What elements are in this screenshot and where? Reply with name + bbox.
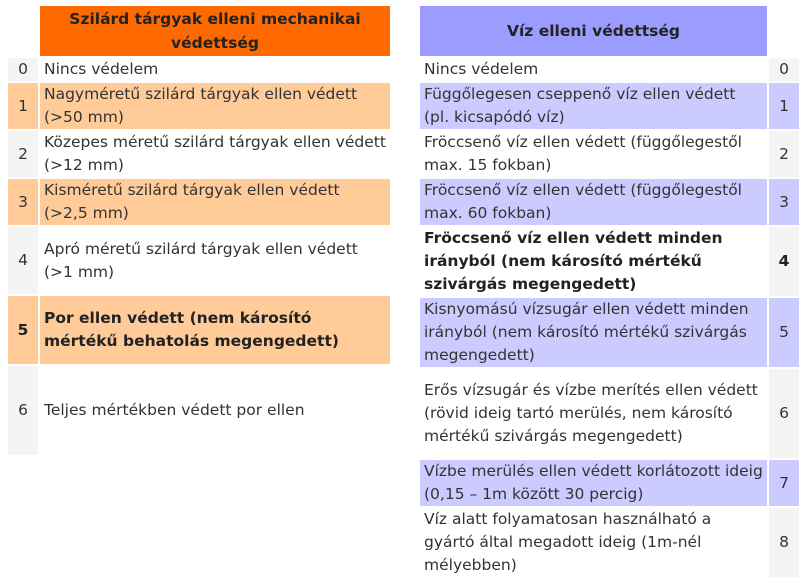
row-number: 6 [769,369,799,458]
row-text: Nincs védelem [40,58,390,81]
table-row [8,131,390,177]
row-number: 4 [8,227,38,294]
table-header-row [8,6,390,56]
row-number: 1 [769,83,799,129]
row-text: Függőlegesen cseppenő víz ellen védett (pl. kicsapódó víz) [420,83,767,129]
table-row [420,508,799,577]
row-text: Fröccsenő víz ellen védett (függőlegestől max. 60 fokban) [420,179,767,225]
table-row [420,369,799,458]
table-row [420,131,799,177]
row-text: Vízbe merülés ellen védett korlátozott ideig (0,15 – 1m között 30 percig) [420,460,767,506]
row-text: Apró méretű szilárd tárgyak ellen védett (>1 mm) [40,227,390,294]
table-row [420,298,799,367]
row-number: 8 [769,508,799,577]
row-number: 1 [8,83,38,129]
row-text: Víz alatt folyamatosan használható a gyártó által megadott ideig (1m-nél mélyebben) [420,508,767,577]
table-header-row [420,6,799,56]
row-number: 2 [769,131,799,177]
row-number: 0 [769,58,799,81]
water-protection-table [420,4,799,579]
row-number: 2 [8,131,38,177]
row-text: Kisméretű szilárd tárgyak ellen védett (>2,5 mm) [40,179,390,225]
row-number: 5 [8,296,38,364]
table-row [8,366,390,455]
row-number: 6 [8,366,38,455]
table-row [8,179,390,225]
row-text: Erős vízsugár és vízbe merítés ellen védett (rövid ideig tartó merülés, nem károsító mértékű szivárgás megengedett) [420,369,767,458]
solid-protection-table [8,4,390,457]
row-number: 0 [8,58,38,81]
row-number: 4 [769,227,799,296]
table-row [420,83,799,129]
row-text: Teljes mértékben védett por ellen [40,366,390,455]
row-number: 5 [769,298,799,367]
table-row [420,179,799,225]
row-number: 7 [769,460,799,506]
solid-header: Szilárd tárgyak elleni mechanikai védettség [40,6,390,56]
table-row [420,58,799,81]
row-text: Kisnyomású vízsugár ellen védett minden irányból (nem károsító mértékű szivárgás megengedett) [420,298,767,367]
row-number: 3 [769,179,799,225]
row-text: Nagyméretű szilárd tárgyak ellen védett (>50 mm) [40,83,390,129]
table-row [420,460,799,506]
table-row [8,227,390,294]
row-text: Nincs védelem [420,58,767,81]
table-row [8,83,390,129]
row-text: Por ellen védett (nem károsító mértékű behatolás megengedett) [40,296,390,364]
water-header: Víz elleni védettség [420,6,767,56]
row-text: Közepes méretű szilárd tárgyak ellen védett (>12 mm) [40,131,390,177]
table-row [420,227,799,296]
row-number: 3 [8,179,38,225]
table-row [8,58,390,81]
row-text: Fröccsenő víz ellen védett minden irányból (nem károsító mértékű szivárgás megengedett) [420,227,767,296]
table-row [8,296,390,364]
row-text: Fröccsenő víz ellen védett (függőlegestől max. 15 fokban) [420,131,767,177]
